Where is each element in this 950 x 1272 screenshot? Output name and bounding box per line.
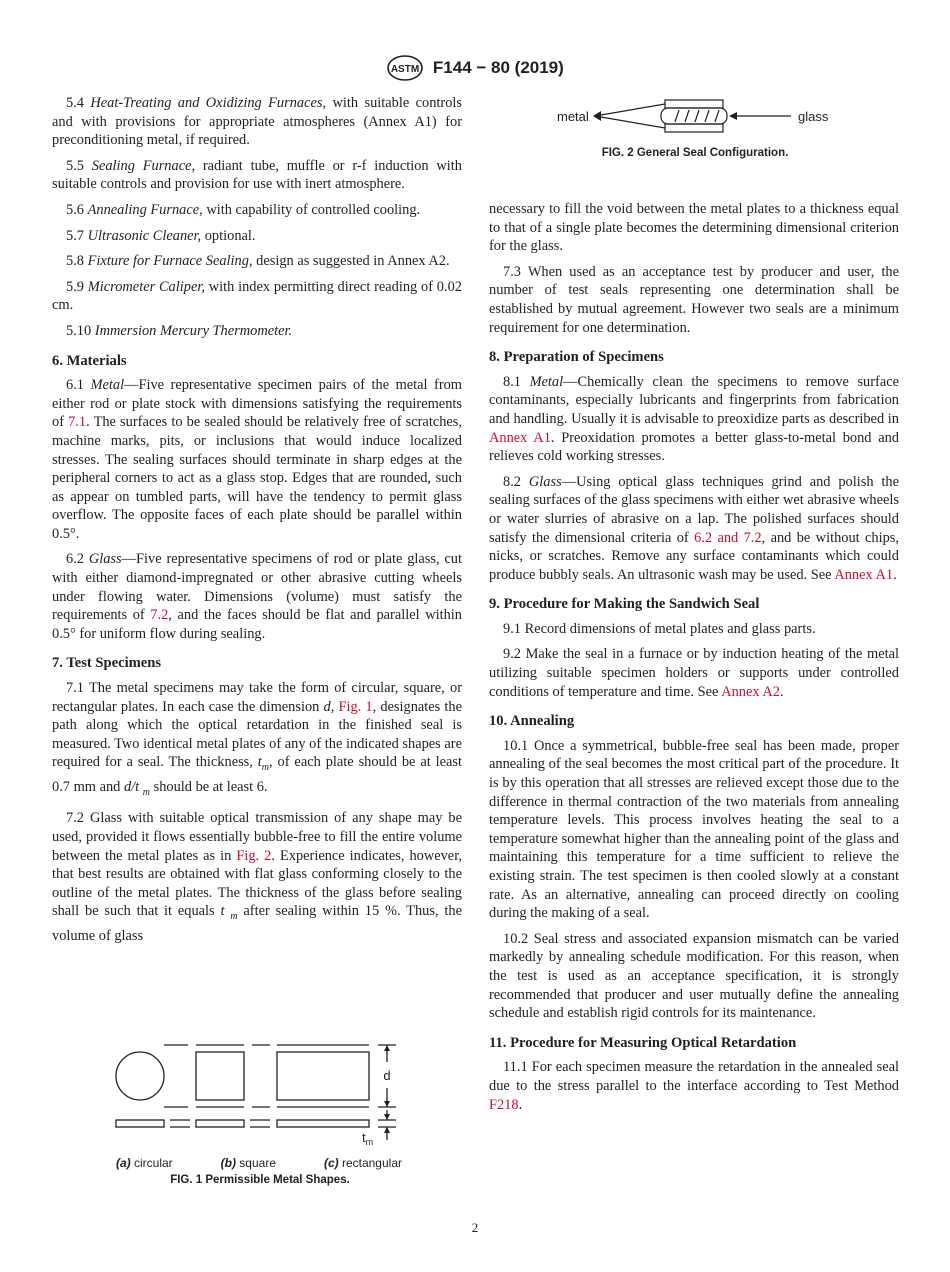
sublabel-rectangular: (c) rectangular xyxy=(323,1156,402,1170)
paragraph-5-8: 5.8 Fixture for Furnace Sealing, design as suggested in Annex A2. xyxy=(66,253,450,270)
link-fig-2[interactable]: Fig. 2 xyxy=(236,847,272,864)
figure-2-drawing xyxy=(555,94,835,138)
section-heading-annealing: 10. Annealing xyxy=(489,713,575,730)
link-6-2-and-7-2[interactable]: 6.2 and 7.2 xyxy=(694,529,762,546)
square-plate-edge-view xyxy=(196,1120,244,1127)
section-heading-materials: 6. Materials xyxy=(52,352,127,369)
document-designation: F144 − 80 (2019) xyxy=(432,58,564,77)
sublabel-circular: (a) circular xyxy=(116,1156,173,1170)
paragraph-9-2: 9.2 Make the seal in a furnace or by induction heating of the metal utilizing suitable specimen holders or supports under controlled conditions of temperature and time. See Annex A2. xyxy=(489,646,899,700)
paragraph-5-7: 5.7 Ultrasonic Cleaner, optional. xyxy=(66,227,256,244)
section-heading-preparation: 8. Preparation of Specimens xyxy=(489,349,664,366)
paragraph-5-4: 5.4 Heat-Treating and Oxidizing Furnaces, with suitable controls and with provisions for appropriate atmospheres (Annex A1) for preconditioning metal, if required. xyxy=(52,95,462,149)
paragraph-5-9: 5.9 Micrometer Caliper, with index permitting direct reading of 0.02 cm. xyxy=(52,278,462,314)
figure-1-caption: FIG. 1 Permissible Metal Shapes. xyxy=(170,1174,350,1186)
label-metal: metal xyxy=(557,109,589,124)
dimension-tm-label: $t_m$ xyxy=(362,1130,374,1147)
paragraph-6-1: 6.1 Metal—Five representative specimen pairs of the metal from either rod or plate stock with dimensions satisfying the requirements of 7.1. The surfaces to be sealed should be relatively free of scratches, machine marks, pits, or inclusions that would induce localized stresses. The sealing surfaces should terminate in sharp edges at the peripheral corners to act as a glass stop. Edges that are rounded, such as appear on tumbled parts, will have the tendency to permit glass overflow. The opposite faces of each plate should be parallel within 0.5°. xyxy=(52,377,462,542)
link-annex-a2[interactable]: Annex A2 xyxy=(721,683,780,700)
figure-1 xyxy=(110,1030,410,1186)
left-column xyxy=(52,94,462,952)
page-number: 2 xyxy=(471,1220,479,1235)
label-glass: glass xyxy=(798,109,829,124)
paragraph-6-2: 6.2 Glass—Five representative specimens of rod or plate glass, cut with either diamond-impregnated or other abrasive cutting wheels under flowing water. Dimensions (volume) must satisfy the requirements of 7.2, and the faces should be flat and parallel within 0.5° for uniform flow during sealing. xyxy=(52,551,462,642)
page-header xyxy=(0,55,950,81)
paragraph-5-5: 5.5 Sealing Furnace, radiant tube, muffle or r-f induction with suitable controls and provision for use with inert atmosphere. xyxy=(52,157,462,193)
section-heading-test-specimens: 7. Test Specimens xyxy=(52,655,162,672)
figure-1-sublabels xyxy=(110,1156,410,1170)
paragraph-8-1: 8.1 Metal—Chemically clean the specimens to remove surface contaminants, especially lubricants and fingerprints from fabrication and handling. Usually it is advisable to preoxidize parts as described in Annex A1. Preoxidation promotes a better glass-to-metal bond and relieves cold working stresses. xyxy=(489,373,899,465)
figure-2-caption: FIG. 2 General Seal Configuration. xyxy=(601,147,789,159)
circular-plate-edge-view xyxy=(116,1120,164,1127)
square-plate-top-view xyxy=(196,1052,244,1100)
paragraph-8-2: 8.2 Glass—Using optical glass techniques grind and polish the sealing surfaces of the glass specimens with either wet abrasive wheels or water slurries of abrasive on a lap. The polished surfaces should satisfy the dimensional criteria of 6.2 and 7.2, and be without chips, nicks, or scratches. Remove any surface contaminants which could produce bubbly seals. An ultrasonic wash may be used. See Annex A1. xyxy=(489,473,900,583)
sublabel-square: (b) square xyxy=(220,1156,276,1170)
rectangular-plate-top-view xyxy=(277,1052,369,1100)
link-f218[interactable]: F218 xyxy=(489,1096,519,1113)
metal-plate-top xyxy=(665,100,723,108)
paragraph-5-10: 5.10 Immersion Mercury Thermometer. xyxy=(66,322,293,339)
paragraph-10-2: 10.2 Seal stress and associated expansion mismatch can be varied markedly by annealing schedule modification. For this reason, when the test is used as an acceptance specification, it is strongly recommended that producer and user mutually define the annealing schedule and establish rigid controls for its maintenance. xyxy=(489,930,899,1022)
link-annex-a1[interactable]: Annex A1 xyxy=(489,429,551,446)
astm-logo-icon xyxy=(386,55,424,81)
paragraph-7-1: 7.1 The metal specimens may take the form of circular, square, or rectangular plates. In each case the dimension d, Fig. 1, designates the path along which the optical retardation in the finished seal is measured. Two identical metal plates of any of the indicated shapes are required for a seal. The thickness, $t_m$, of each plate should be at least 0.7 mm and d/t $_m$ should be at least 6. xyxy=(52,680,463,798)
astm-logo-text: ASTM xyxy=(391,64,420,75)
paragraph-10-1: 10.1 Once a symmetrical, bubble-free seal has been made, proper annealing of the seal becomes the most critical part of the procedure. It is by this operation that all stresses are relieved except those due to the difference in thermal contraction of the two materials from annealing temperature levels. This process involves heating the seal to a temperature somewhat higher than the annealing point of the glass and maintaining this temperature for a time sufficient to relieve the existing strain. The test specimen is then cooled slowly at a constant rate. As an alternative, annealing can proceed directly on cooling during the making of a seal. xyxy=(489,737,899,922)
paragraph-7-2-continued: necessary to fill the void between the metal plates to a thickness equal to that of a single plate becomes the determining dimensional criterion for the glass. xyxy=(489,201,899,255)
circular-plate-top-view xyxy=(116,1052,164,1100)
link-7-2[interactable]: 7.2 xyxy=(150,607,169,624)
rectangular-plate-edge-view xyxy=(277,1120,369,1127)
paragraph-11-1: 11.1 For each specimen measure the retardation in the annealed seal due to the stress parallel to the interface according to Test Method F218. xyxy=(489,1059,899,1113)
link-7-1[interactable]: 7.1 xyxy=(68,414,87,431)
right-column xyxy=(489,200,899,1121)
paragraph-5-6: 5.6 Annealing Furnace, with capability of controlled cooling. xyxy=(66,201,421,218)
paragraph-9-1: 9.1 Record dimensions of metal plates and glass parts. xyxy=(503,620,816,637)
paragraph-7-2: 7.2 Glass with suitable optical transmission of any shape may be used, provided it flows essentially bubble-free to fill the entire volume between the metal plates as in Fig. 2. Experience indicates, however, that best results are obtained with flat glass conforming closely to the outline of the metal plates. The thickness of the glass before sealing shall be such that it equals t $_m$ after sealing within 15 %. Thus, the volume of glass xyxy=(52,810,463,944)
link-annex-a1-2[interactable]: Annex A1 xyxy=(834,566,894,583)
dimension-d-label: d xyxy=(383,1068,391,1083)
section-heading-making-seal: 9. Procedure for Making the Sandwich Seal xyxy=(489,596,760,613)
figure-1-drawing xyxy=(110,1030,410,1155)
metal-plate-bottom xyxy=(665,124,723,132)
paragraph-7-3: 7.3 When used as an acceptance test by producer and user, the number of test seals representing one determination shall be established by mutual agreement. However two seals are a minimum requirement for one determination. xyxy=(489,263,899,336)
figure-2 xyxy=(555,94,835,159)
section-heading-optical-retardation: 11. Procedure for Measuring Optical Retardation xyxy=(489,1034,797,1051)
link-fig-1[interactable]: Fig. 1 xyxy=(338,698,373,715)
